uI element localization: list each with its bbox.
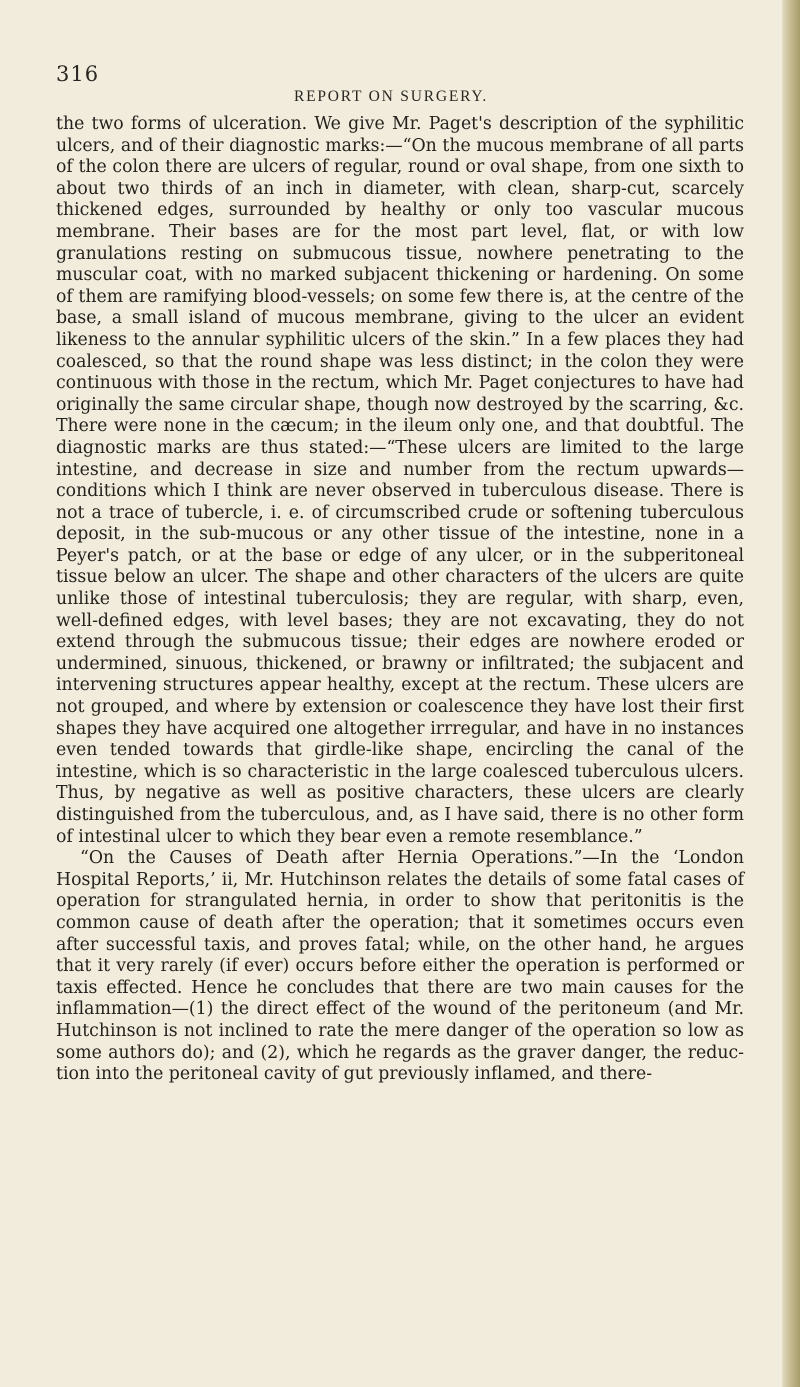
paragraph-hernia-operations: “On the Causes of Death after Hernia Operations.”—In the ‘London Hospital Reports,’ ii, Mr. Hutchinson relates the details of some fatal cases of operation for strangulated hernia, in order to show that peritonitis is the common cause of death after the operation; that it sometimes occurs even after successful taxis, and proves fatal; while, on the other hand, he argues that it very rarely (if ever) occurs before either the operation is performed or taxis effected. Hence he concludes that there are two main causes for the inflammation—(1) the direct effect of the wound of the peritoneum (and Mr. Hutchinson is not inclined to rate the mere danger of the operation so low as some authors do); and (2), which he regards as the graver danger, the reduction into the peritoneal cavity of gut previously inflamed, and there- <box>56 848 744 1085</box>
page-number: 316 <box>56 62 100 86</box>
paragraph-syphilitic-ulcers: the two forms of ulceration. We give Mr. Paget's description of the syphilitic ulcers, and of their diagnostic marks:—“On the mucous membrane of all parts of the colon there are ulcers of regular, round or oval shape, from one sixth to about two thirds of an inch in diameter, with clean, sharp-cut, scarcely thickened edges, surrounded by healthy or only too vascular mucous membrane. Their bases are for the most part level, flat, or with low granulations resting on submucous tissue, nowhere penetrating to the muscular coat, with no marked subjacent thickening or hardening. On some of them are ramifying blood-vessels; on some few there is, at the centre of the base, a small island of mucous membrane, giving to the ulcer an evident likeness to the annular syphilitic ulcers of the skin.” In a few places they had coalesced, so that the round shape was less distinct; in the colon they were continuous with those in the rectum, which Mr. Paget conjectures to have had originally the same circular shape, though now destroyed by the scarring, &c. There were none in the cæcum; in the ileum only one, and that doubtful. The diagnostic marks are thus stated:—“These ulcers are limited to the large intestine, and decrease in size and number from the rectum upwards—conditions which I think are never observed in tuberculous disease. There is not a trace of tubercle, i. e. of circumscribed crude or softening tuberculous deposit, in the sub-mucous or any other tissue of the intestine, none in a Peyer's patch, or at the base or edge of any ulcer, or in the subperitoneal tissue below an ulcer. The shape and other characters of the ulcers are quite unlike those of intestinal tuberculosis; they are regular, with sharp, even, well-defined edges, with level bases; they are not excavating, they do not extend through the submucous tissue; their edges are nowhere eroded or undermined, sinuous, thickened, or brawny or infiltrated; the subjacent and intervening structures appear healthy, except at the rectum. These ulcers are not grouped, and where by extension or coalescence they have lost their first shapes they have acquired one altogether irrregular, and have in no instances even tended towards that girdle-like shape, encircling the canal of the intestine, which is so characteristic in the large coalesced tuberculous ulcers. Thus, by negative as well as positive characters, these ulcers are clearly distinguished from the tuberculous, and, as I have said, there is no other form of intestinal ulcer to which they bear even a remote resemblance.” <box>56 114 744 847</box>
body-text <box>56 114 744 1086</box>
running-head: REPORT ON SURGERY. <box>293 88 489 105</box>
page-edge <box>782 0 800 1387</box>
